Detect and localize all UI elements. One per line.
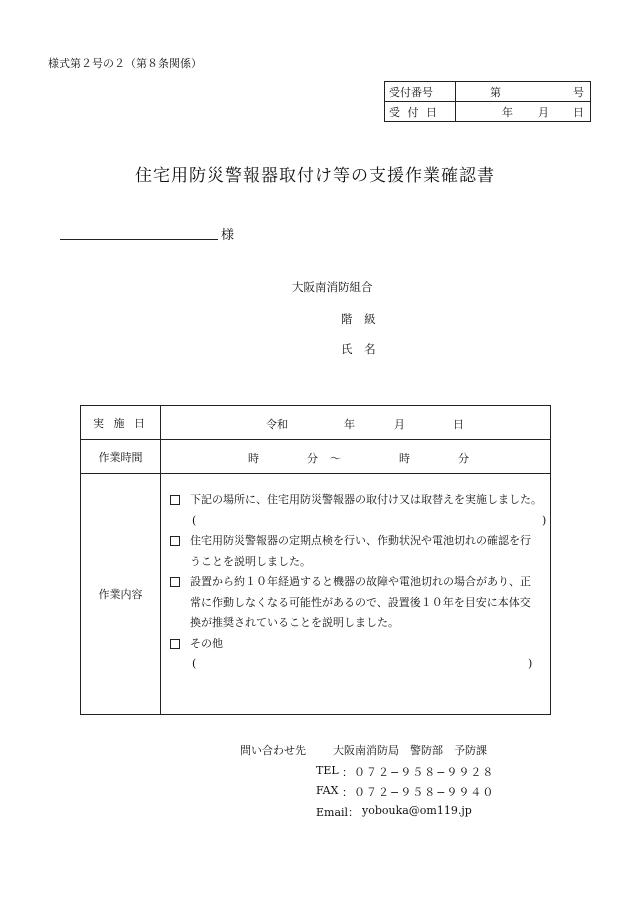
receipt-box (384, 81, 591, 122)
item-install-checkbox[interactable] (170, 495, 180, 505)
item-inspect-line-2: うことを説明しました。 (190, 554, 311, 568)
addressee-suffix: 様 (221, 228, 235, 243)
work-date-field[interactable] (161, 406, 551, 440)
contact-tel-label: TEL (316, 764, 339, 777)
receipt-number-suffix: 号 (573, 86, 584, 99)
other-detail-field[interactable] (170, 654, 554, 675)
receipt-day: 日 (573, 106, 584, 119)
item-replace-line-1: 設置から約１０年経過すると機器の故障や電池切れの場合があり、正 (190, 575, 531, 588)
issuer-name-label: 氏 名 (341, 342, 380, 356)
work-date-day: 日 (453, 418, 464, 431)
work-date-month: 月 (394, 418, 405, 431)
item-other (170, 634, 554, 655)
contact-org: 大阪南消防局 警防部 予防課 (333, 744, 487, 757)
contact-label: 問い合わせ先 (240, 744, 306, 757)
item-replace-checkbox[interactable] (170, 577, 180, 587)
receipt-number-prefix: 第 (490, 86, 501, 99)
item-replace-line-3: 換が推奨されていることを説明しました。 (190, 616, 399, 629)
work-start-hour: 時 (248, 452, 259, 465)
work-time-field[interactable] (161, 440, 551, 474)
receipt-year: 年 (502, 106, 513, 119)
item-install (170, 490, 554, 511)
receipt-month: 月 (538, 106, 549, 119)
item-inspect-checkbox[interactable] (170, 536, 180, 546)
issuer-rank-label: 階 級 (341, 312, 380, 326)
install-location-field[interactable] (170, 511, 554, 532)
item-replace-line-2: 常に作動しなくなる可能性があるので、設置後１０年を目安に本体交 (190, 595, 531, 609)
contact-email[interactable]: yobouka@om119.jp (362, 804, 472, 817)
item-inspect (170, 531, 554, 572)
work-end-hour: 時 (399, 452, 410, 465)
work-time-tilde: 〜 (330, 452, 341, 465)
install-paren-open: ( (192, 513, 197, 527)
document-title: 住宅用防災警報器取付け等の支援作業確認書 (135, 166, 495, 186)
item-install-text: 下記の場所に、住宅用防災警報器の取付け又は取替えを実施しました。 (190, 493, 542, 506)
work-date-era: 令和 (266, 418, 288, 431)
contact-fax: ：０７２−９５８−９９４０ (342, 786, 495, 799)
receipt-number-field[interactable] (456, 82, 591, 102)
work-date-label: 実 施 日 (81, 406, 161, 440)
install-paren-close: ) (542, 513, 547, 527)
receipt-date-field[interactable] (456, 102, 591, 122)
item-inspect-line-1: 住宅用防災警報器の定期点検を行い、作動状況や電池切れの確認を行 (190, 534, 531, 547)
work-time-label: 作業時間 (81, 440, 161, 474)
contact-email-label: Email： (316, 806, 360, 819)
other-paren-open: ( (192, 657, 197, 670)
addressee-field[interactable] (60, 239, 218, 240)
other-paren-close: ) (528, 657, 533, 670)
work-start-minute: 分 (307, 452, 318, 465)
contact-fax-label: FAX (316, 784, 339, 797)
issuer-organization: 大阪南消防組合 (292, 280, 373, 294)
work-end-minute: 分 (458, 452, 469, 465)
item-replace (170, 572, 554, 634)
work-content-label: 作業内容 (81, 474, 161, 715)
work-content-cell (161, 474, 551, 715)
item-other-text: その他 (190, 636, 223, 650)
form-number: 様式第２号の２（第８条関係） (48, 57, 202, 70)
work-table (80, 405, 551, 715)
contact-tel: ：０７２−９５８−９９２８ (342, 766, 495, 779)
receipt-date-label: 受 付 日 (385, 102, 456, 122)
receipt-number-label: 受付番号 (385, 82, 456, 102)
work-date-year: 年 (344, 418, 355, 431)
item-other-checkbox[interactable] (170, 639, 180, 649)
